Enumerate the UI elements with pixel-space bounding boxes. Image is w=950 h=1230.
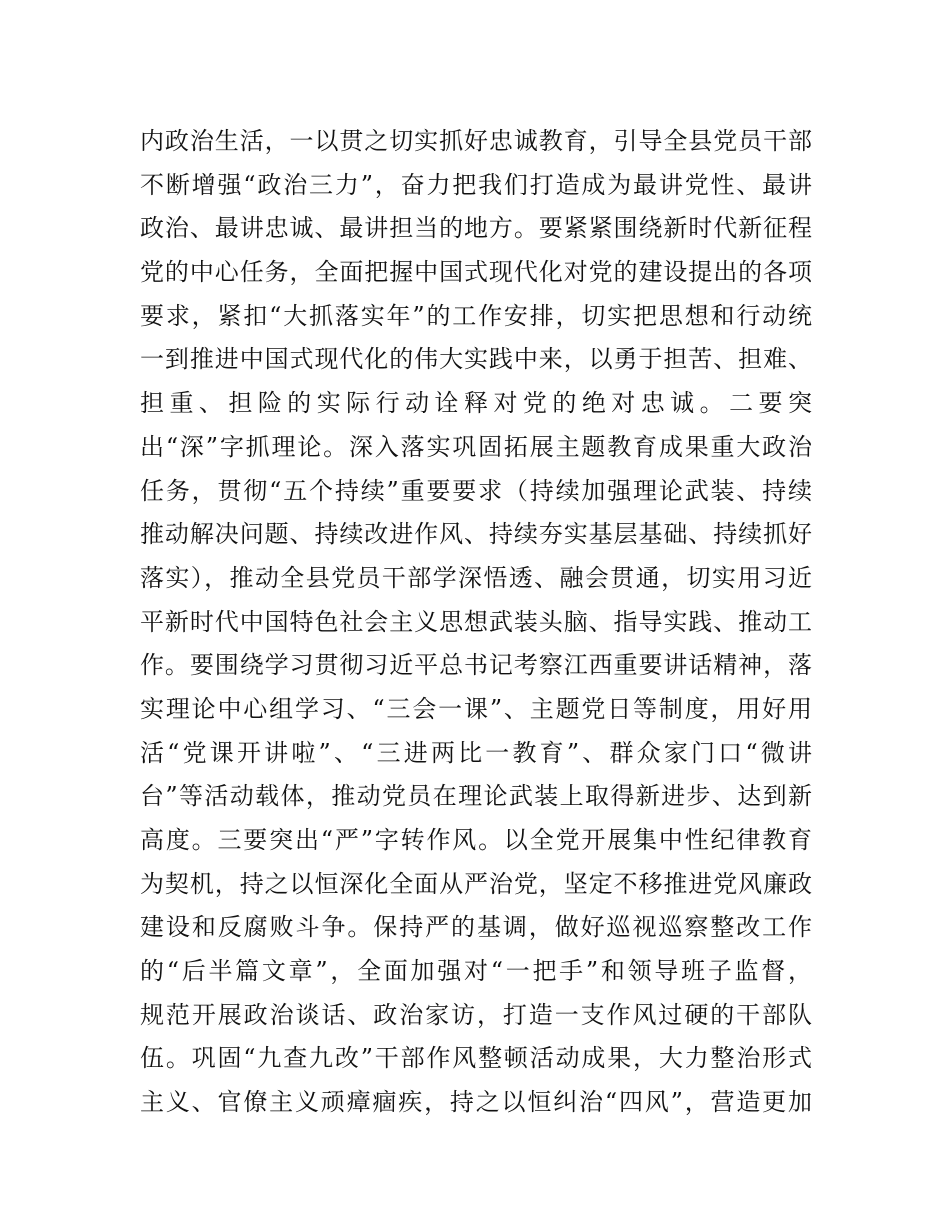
text-line: 出“深”字抓理论。深入落实巩固拓展主题教育成果重大政治 [140,432,812,461]
text-line: 落实），推动全县党员干部学深悟透、融会贯通，切实用习近 [140,563,812,592]
text-line: 活“党课开讲啦”、“三进两比一教育”、群众家门口“微讲 [140,738,812,767]
text-line: 伍。巩固“九查九改”干部作风整顿活动成果，大力整治形式 [140,1044,812,1073]
text-line: 建设和反腐败斗争。保持严的基调，做好巡视巡察整改工作 [140,913,812,942]
text-line: 推动解决问题、持续改进作风、持续夯实基层基础、持续抓好 [140,520,812,549]
text-line: 内政治生活，一以贯之切实抓好忠诚教育，引导全县党员干部 [140,127,812,155]
text-line: 台”等活动载体，推动党员在理论武装上取得新进步、达到新 [140,782,812,811]
text-line: 一到推进中国式现代化的伟大实践中来，以勇于担苦、担难、 [140,345,812,374]
text-line: 要求，紧扣“大抓落实年”的工作安排，切实把思想和行动统 [140,301,812,330]
text-line: 主义、官僚主义顽瘴痼疾，持之以恒纠治“四风”，营造更加 [140,1088,812,1117]
text-line: 党的中心任务，全面把握中国式现代化对党的建设提出的各项 [140,258,812,287]
text-line: 作。要围绕学习贯彻习近平总书记考察江西重要讲话精神，落 [140,651,812,680]
text-line: 担重、担险的实际行动诠释对党的绝对忠诚。二要突 [140,389,812,418]
text-line: 任务，贯彻“五个持续”重要要求（持续加强理论武装、持续 [140,476,812,505]
text-line: 高度。三要突出“严”字转作风。以全党开展集中性纪律教育 [140,826,812,854]
text-line: 为契机，持之以恒深化全面从严治党，坚定不移推进党风廉政 [140,869,812,898]
text-line: 规范开展政治谈话、政治家访，打造一支作风过硬的干部队 [140,1000,812,1029]
body-text [140,120,812,1125]
text-line: 平新时代中国特色社会主义思想武装头脑、指导实践、推动工 [140,607,812,636]
text-line: 不断增强“政治三力”，奋力把我们打造成为最讲党性、最讲 [140,170,812,199]
text-line: 实理论中心组学习、“三会一课”、主题党日等制度，用好用 [140,694,812,723]
text-line: 政治、最讲忠诚、最讲担当的地方。要紧紧围绕新时代新征程 [140,214,812,243]
text-line: 的“后半篇文章”，全面加强对“一把手”和领导班子监督， [140,957,812,986]
